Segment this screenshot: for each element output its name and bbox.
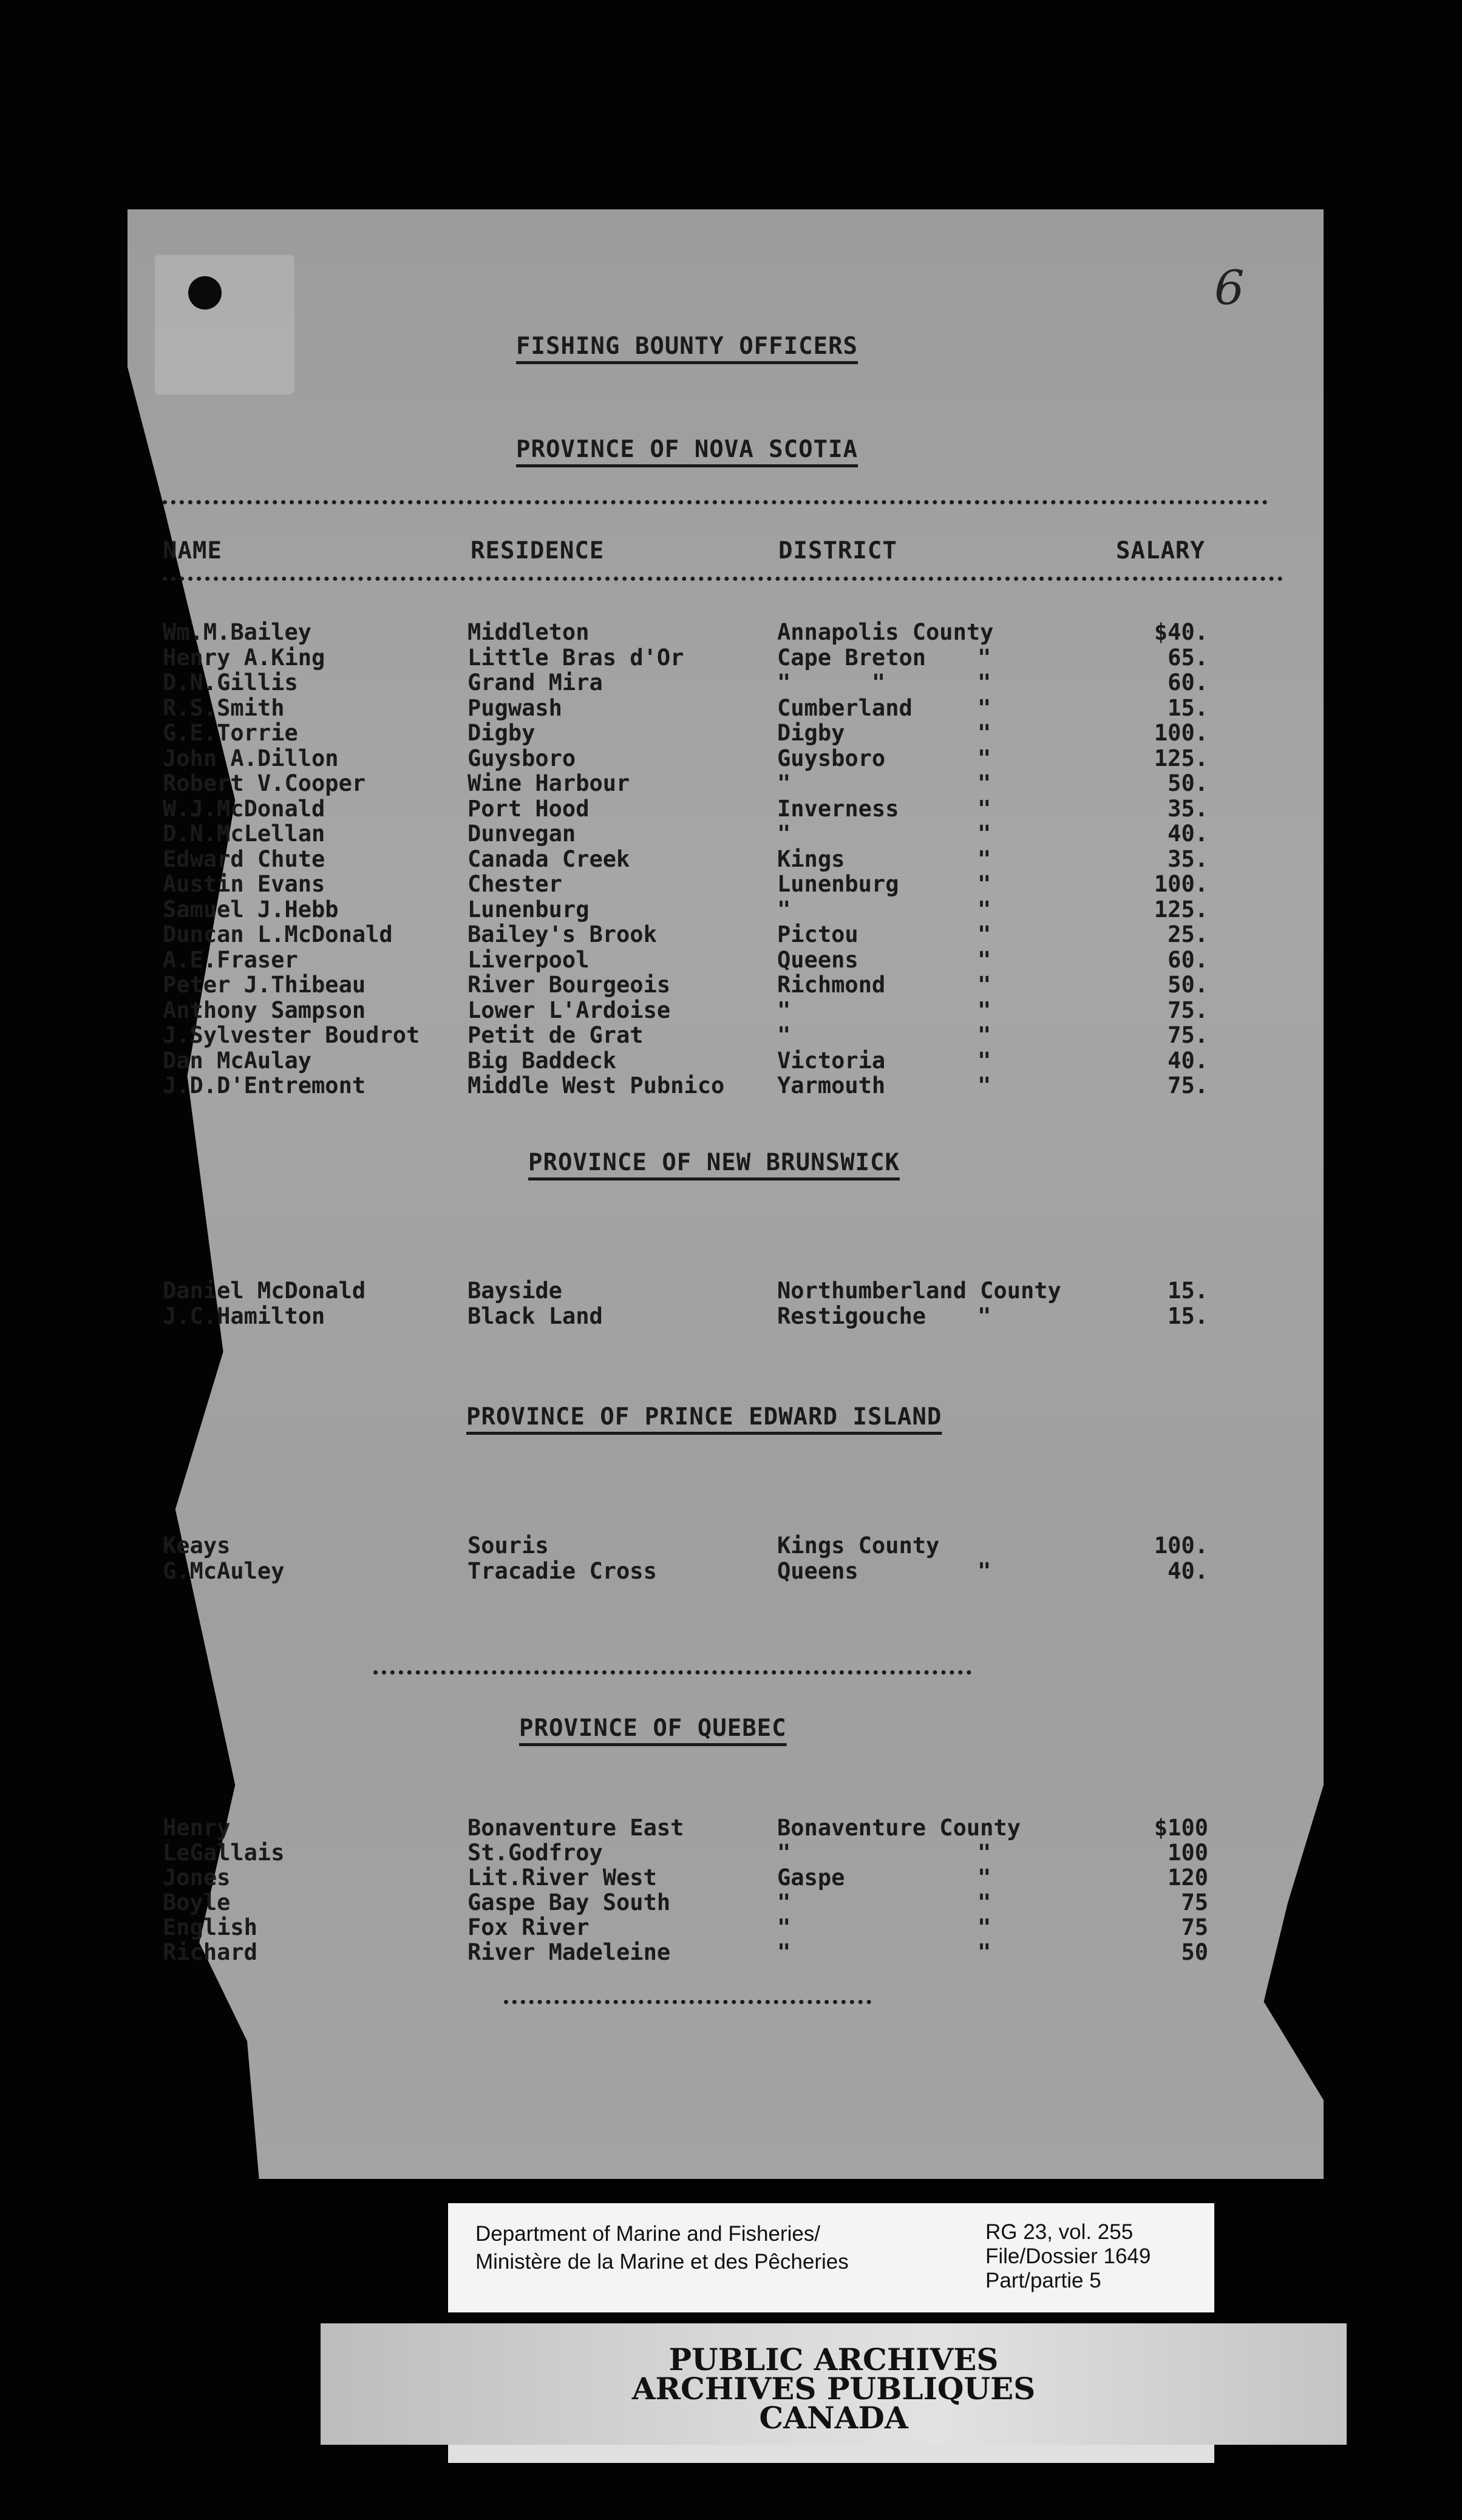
residence: Guysboro (467, 745, 576, 771)
district: " (777, 997, 791, 1023)
residence: Port Hood (467, 795, 590, 822)
district: " " (777, 669, 886, 696)
section-heading-pei: PROVINCE OF PRINCE EDWARD ISLAND (466, 1403, 942, 1431)
residence: St.Godfroy (467, 1840, 603, 1866)
part-number: Part/partie 5 (985, 2269, 1101, 2292)
page-number: 6 (1214, 261, 1245, 316)
punch-hole (188, 276, 222, 310)
ditto-mark: " (977, 694, 991, 721)
officer-name: Richard (163, 1939, 257, 1965)
ditto-mark: " (977, 1022, 991, 1048)
column-header-salary: SALARY (1116, 537, 1205, 564)
salary: 40. (1168, 1558, 1208, 1584)
district: Guysboro (777, 745, 886, 771)
ditto-mark: " (977, 896, 991, 923)
officer-name: Austin Evans (163, 871, 325, 897)
officer-name: G.McAuley (163, 1558, 285, 1584)
salary: 100 (1168, 1840, 1208, 1866)
district: " (777, 896, 791, 923)
ditto-mark: " (977, 745, 991, 771)
table-row (0, 972, 1462, 997)
residence: Little Bras d'Or (467, 644, 684, 671)
district: Queens (777, 1558, 858, 1584)
table-row (0, 896, 1462, 921)
table-row (0, 770, 1462, 795)
section-divider (373, 1670, 971, 1675)
officer-name: Boyle (163, 1889, 231, 1915)
ditto-mark: " (977, 720, 991, 746)
table-row (0, 720, 1462, 745)
ditto-mark: " (977, 770, 991, 796)
table-row (0, 1840, 1462, 1865)
ditto-mark: " (977, 946, 991, 973)
salary: 100. (1154, 871, 1208, 897)
officer-name: W.J.McDonald (163, 795, 325, 822)
table-row (0, 1815, 1462, 1840)
salary: 25. (1168, 921, 1208, 947)
table-row (0, 1278, 1462, 1302)
district: Queens (777, 946, 858, 973)
salary: 125. (1154, 896, 1208, 923)
salary: 75. (1168, 1072, 1208, 1099)
officer-name: Henry (163, 1815, 231, 1841)
officer-name: Dan McAulay (163, 1047, 312, 1074)
district: Cape Breton (777, 644, 926, 671)
table-row (0, 947, 1462, 972)
salary: 60. (1168, 669, 1208, 696)
district: Kings County (777, 1533, 940, 1559)
officer-name: English (163, 1914, 257, 1940)
district: Cumberland (777, 694, 913, 721)
ditto-mark: " (977, 972, 991, 998)
residence: Dunvegan (467, 821, 576, 847)
salary: 100. (1154, 720, 1208, 746)
section-heading-quebec: PROVINCE OF QUEBEC (519, 1715, 787, 1742)
ditto-mark: " (977, 997, 991, 1023)
residence: Gaspe Bay South (467, 1889, 671, 1915)
table-row (0, 695, 1462, 720)
ditto-mark: " (977, 669, 991, 696)
residence: River Madeleine (467, 1939, 671, 1965)
district: Restigouche (777, 1303, 926, 1329)
officer-name: Keays (163, 1533, 231, 1559)
residence: Liverpool (467, 946, 590, 973)
officer-name: Peter J.Thibeau (163, 972, 366, 998)
district: " (777, 1914, 791, 1940)
district: Yarmouth (777, 1072, 886, 1099)
ditto-mark: " (977, 1840, 991, 1866)
column-header-name: NAME (163, 537, 222, 564)
salary: 15. (1168, 1303, 1208, 1329)
ditto-mark: " (977, 1889, 991, 1915)
residence: Bailey's Brook (467, 921, 657, 947)
residence: Wine Harbour (467, 770, 630, 796)
residence: Canada Creek (467, 845, 630, 872)
table-row (0, 1889, 1462, 1914)
residence: Middle West Pubnico (467, 1072, 725, 1099)
ditto-mark: " (977, 644, 991, 671)
archive-line-3: CANADA (759, 2400, 908, 2436)
salary: 75 (1181, 1914, 1208, 1940)
officer-name: G.E.Torrie (163, 720, 298, 746)
archive-reference-label (448, 2203, 1214, 2312)
residence: Bayside (467, 1278, 562, 1304)
archive-line-2: ARCHIVES PUBLIQUES (631, 2371, 1036, 2407)
table-row (0, 669, 1462, 694)
document-title: FISHING BOUNTY OFFICERS (516, 333, 858, 360)
residence: Lunenburg (467, 896, 590, 923)
salary: $40. (1154, 619, 1208, 645)
archive-line-1: PUBLIC ARCHIVES (668, 2342, 999, 2377)
header-rule-top (163, 500, 1268, 504)
officer-name: Wm.M.Bailey (163, 619, 312, 645)
officer-name: D.N.McLellan (163, 821, 325, 847)
salary: 75 (1181, 1889, 1208, 1915)
officer-name: A.E.Fraser (163, 946, 298, 973)
section-heading-new-brunswick: PROVINCE OF NEW BRUNSWICK (528, 1149, 900, 1176)
public-archives-band (321, 2323, 1347, 2445)
file-number: File/Dossier 1649 (985, 2244, 1151, 2268)
table-row (0, 1939, 1462, 1964)
officer-name: Daniel McDonald (163, 1278, 366, 1304)
residence: Pugwash (467, 694, 562, 721)
table-row (0, 645, 1462, 669)
district: Pictou (777, 921, 858, 947)
residence: Black Land (467, 1303, 603, 1329)
ditto-mark: " (977, 871, 991, 897)
residence: Fox River (467, 1914, 590, 1940)
officer-name: J.C.Hamilton (163, 1303, 325, 1329)
officer-name: Samuel J.Hebb (163, 896, 339, 923)
ditto-mark: " (977, 1303, 991, 1329)
salary: 35. (1168, 795, 1208, 822)
district: Kings (777, 845, 845, 872)
table-row (0, 846, 1462, 871)
table-row (0, 796, 1462, 821)
residence: Middleton (467, 619, 590, 645)
district: Victoria (777, 1047, 886, 1074)
ditto-mark: " (977, 1558, 991, 1584)
salary: 75. (1168, 997, 1208, 1023)
table-row (0, 1072, 1462, 1097)
district: " (777, 1889, 791, 1915)
department-line-1: Department of Marine and Fisheries/ (475, 2222, 821, 2246)
table-row (0, 1048, 1462, 1072)
officer-name: John A.Dillon (163, 745, 339, 771)
residence: Souris (467, 1533, 549, 1559)
district: " (777, 1840, 791, 1866)
district: Richmond (777, 972, 886, 998)
residence: Chester (467, 871, 562, 897)
salary: 35. (1168, 845, 1208, 872)
column-header-residence: RESIDENCE (471, 537, 605, 564)
table-row (0, 997, 1462, 1022)
table-row (0, 921, 1462, 946)
stamp-area (155, 255, 294, 395)
officer-name: Jones (163, 1865, 231, 1891)
officer-name: Anthony Sampson (163, 997, 366, 1023)
residence: River Bourgeois (467, 972, 671, 998)
salary: 50 (1181, 1939, 1208, 1965)
ditto-mark: " (977, 795, 991, 822)
residence: Lower L'Ardoise (467, 997, 671, 1023)
ditto-mark: " (977, 1939, 991, 1965)
district: " (777, 821, 791, 847)
record-group: RG 23, vol. 255 (985, 2220, 1134, 2244)
officer-name: J.D.D'Entremont (163, 1072, 366, 1099)
residence: Digby (467, 720, 536, 746)
salary: 40. (1168, 821, 1208, 847)
district: " (777, 1939, 791, 1965)
district: Bonaventure County (777, 1815, 1021, 1841)
residence: Grand Mira (467, 669, 603, 696)
salary: 125. (1154, 745, 1208, 771)
salary: 120 (1168, 1865, 1208, 1891)
district: Northumberland County (777, 1278, 1061, 1304)
table-row (0, 1558, 1462, 1583)
ditto-mark: " (977, 1865, 991, 1891)
ditto-mark: " (977, 845, 991, 872)
officer-name: Robert V.Cooper (163, 770, 366, 796)
table-row (0, 871, 1462, 896)
officer-name: LeGallais (163, 1840, 285, 1866)
ditto-mark: " (977, 1914, 991, 1940)
residence: Big Baddeck (467, 1047, 617, 1074)
section-heading-nova-scotia: PROVINCE OF NOVA SCOTIA (516, 436, 858, 463)
residence: Petit de Grat (467, 1022, 644, 1048)
officer-name: R.S.Smith (163, 694, 285, 721)
district: " (777, 770, 791, 796)
table-row (0, 1303, 1462, 1328)
district: Gaspe (777, 1865, 845, 1891)
header-rule-bottom (163, 577, 1283, 581)
officer-name: Duncan L.McDonald (163, 921, 393, 947)
salary: 15. (1168, 1278, 1208, 1304)
salary: 15. (1168, 694, 1208, 721)
officer-name: D.N.Gillis (163, 669, 298, 696)
salary: 50. (1168, 770, 1208, 796)
salary: 50. (1168, 972, 1208, 998)
ditto-mark: " (977, 1047, 991, 1074)
officer-name: J.Sylvester Boudrot (163, 1022, 420, 1048)
table-row (0, 1022, 1462, 1047)
department-line-2: Ministère de la Marine et des Pêcheries (475, 2250, 849, 2274)
district: Inverness (777, 795, 899, 822)
residence: Bonaventure East (467, 1815, 684, 1841)
residence: Lit.River West (467, 1865, 657, 1891)
residence: Tracadie Cross (467, 1558, 657, 1584)
table-row (0, 1865, 1462, 1889)
district: Annapolis County (777, 619, 994, 645)
table-row (0, 1533, 1462, 1557)
table-row (0, 1914, 1462, 1939)
column-header-district: DISTRICT (778, 537, 897, 564)
ditto-mark: " (977, 821, 991, 847)
label-base (448, 2445, 1214, 2463)
salary: $100 (1154, 1815, 1208, 1841)
officer-name: Edward Chute (163, 845, 325, 872)
table-row (0, 619, 1462, 644)
salary: 65. (1168, 644, 1208, 671)
table-row (0, 745, 1462, 770)
salary: 75. (1168, 1022, 1208, 1048)
district: Lunenburg (777, 871, 899, 897)
ditto-mark: " (977, 1072, 991, 1099)
table-row (0, 821, 1462, 845)
district: " (777, 1022, 791, 1048)
ditto-mark: " (977, 921, 991, 947)
officer-name: Henry A.King (163, 644, 325, 671)
salary: 60. (1168, 946, 1208, 973)
salary: 100. (1154, 1533, 1208, 1559)
end-divider (504, 2000, 871, 2004)
district: Digby (777, 720, 845, 746)
salary: 40. (1168, 1047, 1208, 1074)
